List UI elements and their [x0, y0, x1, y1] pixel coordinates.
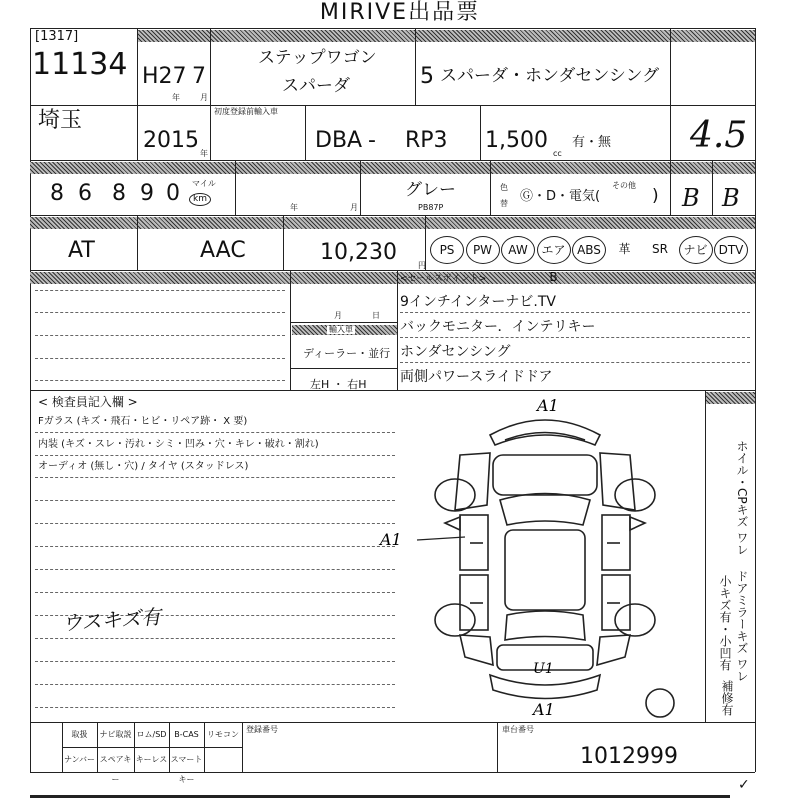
reg-day: 日 [372, 311, 380, 320]
left-damage-mark: A1 [380, 530, 402, 549]
equipment-option: エアB [537, 236, 571, 264]
grade-number: 5 [420, 64, 434, 89]
supercharger-options: 有・無 [572, 135, 612, 150]
inspector-line: 内装 (キズ・スレ・汚れ・シミ・凹み・穴・キレ・破れ・割れ) [38, 439, 319, 450]
exterior-grade: B [722, 184, 740, 212]
model-code: RP3 [405, 128, 448, 153]
yen-label: 円 [418, 261, 426, 270]
fuel-options: Ⓖ・D・電気( [520, 189, 601, 204]
equipment-option: ABS [572, 236, 606, 264]
mileage-digit: 9 [140, 181, 154, 206]
footer-cell: スマートキー [170, 755, 203, 784]
sales-point: バックモニター．インテリキー [400, 319, 596, 335]
mileage-digit: 8 [112, 181, 126, 206]
inspector-line: オーディオ (無し・穴) / タイヤ (スタッドレス) [38, 461, 249, 472]
mileage-units: マイル [192, 179, 216, 188]
footer-cell: ナビ取説 [99, 730, 132, 739]
import-header: 輸入車 [329, 325, 353, 334]
reg-month: 月 [334, 311, 342, 320]
cc-label: cc [553, 149, 562, 158]
grade-name: スパーダ・ホンダセンシング [440, 66, 660, 86]
footer-cell: B-CAS [174, 730, 199, 739]
lot-code: [1317] [35, 29, 79, 44]
mileage-digit: 8 [50, 181, 64, 206]
color-change-label-1: 色 [500, 183, 508, 192]
mileage-digits [50, 180, 185, 208]
color-code: PB87P [418, 203, 444, 212]
aircon: AAC [200, 238, 246, 263]
shaken-year: 年 [290, 203, 298, 212]
equipment-option: DTV [714, 236, 748, 264]
footer-cell: キーレス [135, 755, 168, 764]
recycle-fee: 10,230 [320, 240, 397, 265]
equipment-option: SR [652, 242, 668, 256]
mileage-digit: 0 [166, 181, 180, 206]
sales-point: 9インチインターナビ.TV [400, 294, 556, 310]
year-label: 年 [172, 93, 180, 102]
sheet-title: MIRIVE出品票 [319, 0, 481, 25]
year-ad: 2015 [143, 128, 199, 153]
footer-cell: ロム/SD [136, 730, 167, 739]
shaken-month: 月 [350, 203, 358, 212]
sales-point: ホンダセンシング [400, 344, 511, 360]
lot-number: 11134 [32, 47, 128, 82]
equipment-option: ナビ [679, 236, 713, 264]
chassis-number-label: 車台番号 [502, 725, 534, 734]
handwritten-note: ウスキズ有 [61, 604, 162, 636]
right-note: 小キズ有・小凹有 [718, 575, 732, 671]
checkmark: ✓ [738, 777, 750, 793]
prefecture: 埼玉 [38, 108, 83, 133]
inspector-line: Fガラス (キズ・飛石・ヒビ・リペア跡・ X 要) [38, 416, 248, 427]
model-prefix: DBA [315, 128, 363, 153]
sales-points-header: <セールスポイント> [400, 274, 487, 284]
dealer-label: ディーラー・並行 [303, 347, 391, 360]
mileage-km: km [189, 193, 211, 206]
right-note: 補修有 [720, 680, 734, 716]
footer-cell: ナンバー [63, 755, 96, 764]
model-name-line2: スパーダ [282, 76, 350, 96]
inspector-header: < 検査員記入欄 > [38, 395, 138, 409]
interior-grade: B [682, 184, 700, 212]
rear-upper-mark: U1 [533, 661, 554, 677]
rear-damage-mark: A1 [533, 700, 555, 719]
footer-cell: 取扱 [71, 730, 88, 739]
right-note: ドアミラーキズ ワレ [735, 570, 749, 682]
equipment-option: PW [466, 236, 500, 264]
color-change-label-2: 替 [500, 199, 508, 208]
transmission: AT [68, 238, 95, 263]
model-name-line1: ステップワゴン [258, 48, 377, 68]
equipment-option: PS [430, 236, 464, 264]
fuel-other-label: その他 [612, 181, 636, 190]
equipment-option: AW [501, 236, 535, 264]
imported-label: 初度登録前輸入車 [214, 107, 278, 116]
footer-cell: スペアキー [99, 755, 132, 784]
year-jp: H27 [142, 64, 187, 89]
chassis-number: 1012999 [580, 744, 678, 769]
score: 4.5 [690, 115, 748, 156]
front-damage-mark: A1 [537, 396, 559, 415]
right-note: ホイル・CPキズ ワレ [735, 440, 749, 556]
equipment-option: 革 [618, 242, 631, 256]
registration-number-label: 登録番号 [246, 725, 278, 734]
month-label: 月 [200, 93, 208, 102]
sales-point: 両側パワースライドドア [400, 369, 553, 385]
mileage-digit: 6 [78, 181, 92, 206]
color-name: グレー [405, 180, 456, 200]
year-ad-label: 年 [200, 149, 208, 158]
fuel-close: ) [652, 186, 659, 206]
footer-cell: リモコン [207, 730, 239, 739]
month: 7 [192, 64, 206, 89]
displacement: 1,500 [485, 128, 548, 153]
steering-label: 左H ・ 右H [310, 378, 367, 391]
car-damage-diagram [380, 395, 680, 720]
model-dash: - [368, 128, 376, 153]
